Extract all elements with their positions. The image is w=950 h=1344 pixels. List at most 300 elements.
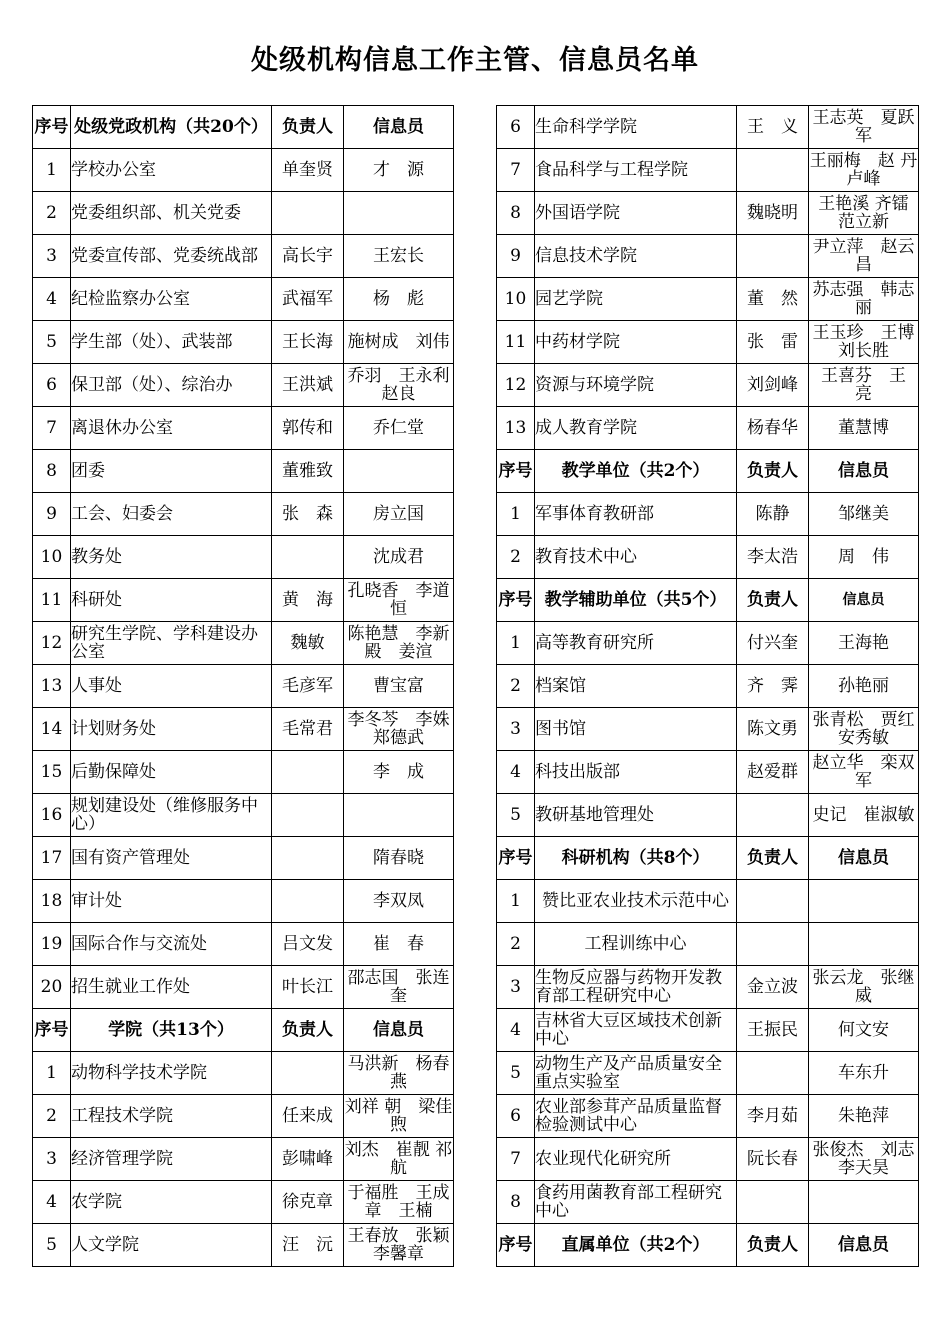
- unit-name-cell: [535, 794, 737, 837]
- unit-name-cell-text: 农学院: [71, 1192, 122, 1212]
- unit-name-cell: [71, 407, 272, 450]
- seq-cell: [33, 579, 71, 622]
- unit-name-cell: [71, 751, 272, 794]
- info-officer-cell: [344, 1181, 454, 1224]
- unit-name-cell-text: 党委组织部、机关党委: [71, 203, 241, 223]
- page-title: 处级机构信息工作主管、信息员名单: [251, 45, 699, 76]
- info-officer-cell: [344, 880, 454, 923]
- info-officer-cell: [809, 493, 919, 536]
- section-header-row: [497, 837, 919, 880]
- head-cell: [272, 1095, 344, 1138]
- head-cell-text: 张 森: [282, 504, 333, 524]
- unit-name-cell-text: 人文学院: [71, 1235, 139, 1255]
- info-officer-cell-text: 王喜芬 王 亮: [821, 366, 923, 404]
- table-row: [497, 923, 919, 966]
- seq-cell: [33, 235, 71, 278]
- head-cell: [737, 794, 809, 837]
- info-column-header-text: 信息员: [373, 1020, 424, 1040]
- seq-cell-text: 11: [40, 590, 63, 610]
- head-cell-text: 李月茹: [747, 1106, 798, 1126]
- seq-cell: [497, 708, 535, 751]
- unit-name-cell-text: 成人教育学院: [535, 418, 637, 438]
- seq-cell: [497, 665, 535, 708]
- table-row: [497, 751, 919, 794]
- head-cell: [737, 321, 809, 364]
- seq-cell: [33, 450, 71, 493]
- unit-name-cell: [535, 1138, 737, 1181]
- info-officer-cell: [809, 923, 919, 966]
- info-officer-cell: [809, 966, 919, 1009]
- unit-name-cell-text: 工程技术学院: [71, 1106, 173, 1126]
- seq-cell-text: 1: [510, 891, 521, 911]
- head-cell-text: 魏晓明: [747, 203, 798, 223]
- unit-name-cell: [71, 1181, 272, 1224]
- info-officer-cell-text: 乔仁堂: [373, 418, 424, 438]
- table-row: [33, 407, 454, 450]
- table-row: [33, 1138, 454, 1181]
- info-officer-cell: [809, 1181, 919, 1224]
- table-row: [33, 493, 454, 536]
- unit-name-cell-text: 中药材学院: [535, 332, 620, 352]
- seq-cell-text: 17: [40, 848, 63, 868]
- info-officer-cell: [809, 665, 919, 708]
- head-cell-text: 郭传和: [282, 418, 333, 438]
- unit-name-cell: [71, 708, 272, 751]
- head-column-header: [737, 837, 809, 880]
- seq-cell-text: 19: [40, 934, 63, 954]
- unit-name-cell-text: 农业现代化研究所: [535, 1149, 671, 1169]
- head-cell-text: 金立波: [747, 977, 798, 997]
- table-row: [497, 1181, 919, 1224]
- seq-cell-text: 序号: [498, 1234, 533, 1255]
- seq-cell-text: 7: [510, 160, 521, 180]
- info-officer-cell: [809, 1009, 919, 1052]
- seq-cell-text: 5: [510, 1063, 521, 1083]
- info-officer-cell: [344, 708, 467, 751]
- info-officer-cell-text: 孙艳丽: [838, 676, 889, 696]
- info-officer-cell-text: 周 伟: [838, 547, 889, 567]
- head-cell: [272, 622, 344, 665]
- seq-cell-text: 13: [40, 676, 63, 696]
- head-cell-text: 陈文勇: [747, 719, 798, 739]
- unit-name-cell-text: 教研基地管理处: [535, 805, 654, 825]
- unit-name-cell: [535, 622, 737, 665]
- seq-cell-text: 1: [46, 160, 57, 180]
- seq-cell: [497, 536, 535, 579]
- table-row: [497, 622, 919, 665]
- unit-name-cell: [71, 278, 272, 321]
- unit-name-cell-text: 学生部（处）、武装部: [71, 332, 233, 352]
- section-title-cell: [71, 1009, 272, 1052]
- section-title-cell: [535, 837, 737, 880]
- info-officer-cell: [809, 278, 919, 321]
- info-officer-cell: [809, 880, 919, 923]
- seq-cell: [33, 1009, 71, 1052]
- info-officer-cell-text: 王艳溪 齐镭 范立新: [818, 194, 926, 232]
- info-officer-cell: [809, 321, 919, 364]
- table-row: [33, 1224, 454, 1267]
- head-cell-text: 任来成: [282, 1106, 333, 1126]
- seq-cell-text: 序号: [34, 116, 69, 137]
- info-column-header: [344, 106, 454, 149]
- unit-name-cell: [535, 1095, 737, 1138]
- info-officer-cell: [809, 192, 926, 235]
- info-officer-cell: [344, 1224, 467, 1267]
- seq-cell: [33, 192, 71, 235]
- seq-cell: [497, 1224, 535, 1267]
- info-column-header: [344, 1009, 454, 1052]
- head-cell: [737, 708, 809, 751]
- seq-cell-text: 2: [510, 676, 521, 696]
- table-row: [33, 192, 454, 235]
- seq-cell: [33, 1138, 71, 1181]
- head-cell-text: 魏敏: [290, 633, 325, 653]
- seq-cell: [497, 493, 535, 536]
- seq-cell: [33, 493, 71, 536]
- seq-cell: [497, 1095, 535, 1138]
- seq-cell-text: 1: [46, 1063, 57, 1083]
- info-column-header: [809, 837, 919, 880]
- unit-name-cell-text: 科研处: [71, 590, 122, 610]
- unit-name-cell-text: 园艺学院: [535, 289, 603, 309]
- unit-name-cell-text: 食品科学与工程学院: [535, 160, 688, 180]
- unit-name-cell: [71, 1138, 272, 1181]
- seq-cell: [33, 622, 71, 665]
- head-cell: [272, 1052, 344, 1095]
- info-officer-cell-text: 施树成 刘伟: [347, 332, 450, 352]
- seq-cell-text: 4: [46, 1192, 57, 1212]
- seq-cell-text: 9: [46, 504, 57, 524]
- head-column-header-text: 负责人: [282, 117, 333, 137]
- seq-cell-text: 2: [46, 203, 57, 223]
- info-officer-cell-text: 董慧博: [838, 418, 889, 438]
- unit-name-cell-text: 国际合作与交流处: [71, 934, 207, 954]
- unit-name-cell-text: 学校办公室: [71, 160, 156, 180]
- seq-cell-text: 3: [510, 719, 521, 739]
- info-officer-cell-text: 崔 春: [373, 934, 424, 954]
- head-cell-text: 李太浩: [747, 547, 798, 567]
- seq-cell-text: 序号: [498, 589, 533, 610]
- section-title-cell-text: 教学辅助单位（共5个）: [544, 590, 727, 610]
- info-officer-cell-text: 张云龙 张继威: [812, 968, 915, 1006]
- unit-name-cell-text: 档案馆: [535, 676, 586, 696]
- section-header-row: [497, 579, 919, 622]
- head-cell: [272, 364, 344, 407]
- info-officer-cell: [344, 1138, 454, 1181]
- seq-cell: [33, 1095, 71, 1138]
- info-officer-cell-text: 刘杰 崔靓 祁航: [344, 1140, 453, 1178]
- head-column-header-text: 负责人: [747, 848, 798, 868]
- head-cell: [737, 106, 809, 149]
- head-cell: [272, 837, 344, 880]
- seq-cell-text: 1: [510, 504, 521, 524]
- unit-name-cell-text: 动物科学技术学院: [71, 1063, 207, 1083]
- info-officer-cell-text: 尹立萍 赵云昌: [812, 237, 915, 275]
- head-cell: [737, 1138, 809, 1181]
- unit-name-cell-text: 农业部参茸产品质量监督检验测试中心: [535, 1097, 722, 1135]
- unit-name-cell: [535, 665, 737, 708]
- head-cell-text: 高长宇: [282, 246, 333, 266]
- head-cell-text: 毛常君: [282, 719, 333, 739]
- section-header-row: [33, 1009, 454, 1052]
- info-officer-cell-text: 何文安: [838, 1020, 889, 1040]
- info-officer-cell-text: 王宏长: [373, 246, 424, 266]
- info-officer-cell-text: 李 成: [373, 762, 424, 782]
- info-officer-cell-text: 朱艳萍: [838, 1106, 889, 1126]
- head-cell: [737, 235, 809, 278]
- seq-cell: [497, 1009, 535, 1052]
- section-title-cell: [535, 579, 737, 622]
- unit-name-cell-text: 吉林省大豆区域技术创新中心: [535, 1011, 722, 1049]
- unit-name-cell-text: 信息技术学院: [535, 246, 637, 266]
- head-cell: [737, 622, 809, 665]
- head-cell-text: 王洪斌: [282, 375, 333, 395]
- seq-cell: [33, 1224, 71, 1267]
- info-officer-cell-text: 张俊杰 刘志 李天昊: [812, 1140, 932, 1178]
- info-officer-cell: [344, 450, 454, 493]
- section-header-row: [497, 450, 919, 493]
- unit-name-cell-text: 资源与环境学院: [535, 375, 654, 395]
- table-row: [33, 665, 454, 708]
- head-cell: [272, 794, 344, 837]
- info-officer-cell-text: 刘祥 朝 梁佳 煦: [344, 1097, 453, 1135]
- head-cell: [272, 923, 344, 966]
- info-officer-cell-text: 王春放 张颖 李馨章: [347, 1226, 467, 1264]
- table-row: [497, 536, 919, 579]
- info-officer-cell: [344, 837, 454, 880]
- info-officer-cell: [344, 923, 454, 966]
- info-officer-cell: [344, 149, 454, 192]
- unit-name-cell-text: 科技出版部: [535, 762, 620, 782]
- table-row: [497, 192, 919, 235]
- info-officer-cell: [809, 106, 919, 149]
- table-row: [497, 880, 919, 923]
- section-title-cell-text: 教学单位（共2个）: [561, 461, 710, 481]
- head-cell: [737, 278, 809, 321]
- unit-name-cell: [71, 235, 272, 278]
- head-cell: [737, 1052, 809, 1095]
- table-row: [33, 278, 454, 321]
- info-officer-cell: [344, 536, 454, 579]
- seq-cell: [33, 364, 71, 407]
- head-column-header: [737, 450, 809, 493]
- table-row: [33, 837, 454, 880]
- seq-cell-text: 20: [40, 977, 63, 997]
- table-row: [33, 622, 454, 665]
- seq-cell-text: 3: [46, 1149, 57, 1169]
- unit-name-cell: [71, 622, 272, 665]
- info-officer-cell: [809, 708, 932, 751]
- unit-name-cell: [71, 321, 272, 364]
- head-column-header-text: 负责人: [747, 1235, 798, 1255]
- seq-cell-text: 16: [40, 805, 63, 825]
- head-cell: [272, 665, 344, 708]
- section-title-cell-text: 科研机构（共8个）: [561, 848, 710, 868]
- seq-cell-text: 序号: [498, 460, 533, 481]
- info-officer-cell-text: 李冬芩 李姝 郑德武: [347, 710, 467, 748]
- section-title-cell-text: 学院（共13个）: [108, 1020, 234, 1040]
- unit-name-cell-text: 纪检监察办公室: [71, 289, 190, 309]
- info-officer-cell-text: 陈艳慧 李新殿 姜渲: [347, 624, 450, 662]
- info-officer-cell-text: 王丽梅 赵 丹 卢峰: [809, 151, 935, 189]
- seq-cell-text: 6: [510, 1106, 521, 1126]
- head-cell-text: 武福军: [282, 289, 333, 309]
- info-officer-cell: [809, 1052, 919, 1095]
- info-officer-cell-text: 李双凤: [373, 891, 424, 911]
- table-row: [33, 880, 454, 923]
- seq-cell-text: 2: [510, 934, 521, 954]
- unit-name-cell-text: 工会、妇委会: [71, 504, 173, 524]
- table-row: [33, 579, 454, 622]
- seq-cell-text: 5: [46, 1235, 57, 1255]
- unit-name-cell: [71, 837, 272, 880]
- unit-name-cell-text: 教务处: [71, 547, 122, 567]
- info-officer-cell: [344, 751, 454, 794]
- info-officer-cell-text: 孔晓香 李道恒: [347, 581, 450, 619]
- info-officer-cell-text: 车东升: [838, 1063, 889, 1083]
- table-row: [33, 321, 454, 364]
- seq-cell-text: 8: [46, 461, 57, 481]
- table-row: [497, 493, 919, 536]
- head-column-header: [272, 1009, 344, 1052]
- head-cell: [737, 149, 809, 192]
- unit-name-cell: [71, 1224, 272, 1267]
- seq-cell: [33, 665, 71, 708]
- seq-cell: [497, 751, 535, 794]
- table-row: [497, 794, 919, 837]
- head-cell: [737, 880, 809, 923]
- unit-name-cell-text: 团委: [71, 461, 105, 481]
- seq-cell: [497, 407, 535, 450]
- head-column-header: [272, 106, 344, 149]
- info-officer-cell: [344, 192, 454, 235]
- seq-cell: [33, 923, 71, 966]
- unit-name-cell-text: 教育技术中心: [535, 547, 637, 567]
- unit-name-cell-text: 离退休办公室: [71, 418, 173, 438]
- seq-cell-text: 5: [510, 805, 521, 825]
- seq-cell-text: 3: [510, 977, 521, 997]
- table-row: [497, 235, 919, 278]
- head-cell-text: 张 雷: [747, 332, 798, 352]
- seq-cell: [497, 450, 535, 493]
- head-cell: [272, 278, 344, 321]
- table-row: [33, 794, 454, 837]
- info-column-header: [809, 1224, 919, 1267]
- head-cell: [737, 493, 809, 536]
- table-row: [497, 149, 919, 192]
- info-officer-cell-text: 张青松 贾红 安秀敏: [812, 710, 932, 748]
- info-officer-cell: [809, 1095, 919, 1138]
- info-officer-cell: [344, 321, 454, 364]
- section-title-cell: [71, 106, 272, 149]
- unit-name-cell: [535, 708, 737, 751]
- seq-cell: [497, 579, 535, 622]
- head-cell: [737, 536, 809, 579]
- unit-name-cell: [71, 966, 272, 1009]
- info-officer-cell: [809, 1138, 932, 1181]
- info-officer-cell-text: 王海艳: [838, 633, 889, 653]
- info-officer-cell: [344, 493, 454, 536]
- seq-cell-text: 3: [46, 246, 57, 266]
- table-row: [497, 278, 919, 321]
- unit-name-cell: [535, 880, 737, 923]
- seq-cell: [497, 1138, 535, 1181]
- info-column-header-text: 信息员: [373, 117, 424, 137]
- info-officer-cell-text: 沈成君: [373, 547, 424, 567]
- info-officer-cell: [809, 407, 919, 450]
- info-officer-cell-text: 杨 彪: [373, 289, 424, 309]
- seq-cell-text: 8: [510, 1192, 521, 1212]
- seq-cell: [497, 1052, 535, 1095]
- unit-name-cell: [535, 321, 737, 364]
- head-cell-text: 赵爱群: [747, 762, 798, 782]
- info-officer-cell: [344, 278, 454, 321]
- info-officer-cell: [344, 1095, 454, 1138]
- info-officer-cell-text: 苏志强 韩志丽: [812, 280, 915, 318]
- info-officer-cell-text: 王玉珍 王博 刘长胜: [812, 323, 915, 361]
- seq-cell-text: 5: [46, 332, 57, 352]
- unit-name-cell-text: 高等教育研究所: [535, 633, 654, 653]
- unit-name-cell: [71, 1095, 272, 1138]
- section-title-cell: [535, 1224, 737, 1267]
- table-row: [33, 364, 454, 407]
- info-officer-cell-text: 乔羽 王永利 赵良: [347, 366, 467, 404]
- table-row: [497, 708, 919, 751]
- left-roster-table: [32, 105, 467, 1267]
- head-cell-text: 彭啸峰: [282, 1149, 333, 1169]
- unit-name-cell-text: 食药用菌教育部工程研究中心: [535, 1183, 722, 1221]
- head-cell-text: 董雅致: [282, 461, 333, 481]
- unit-name-cell-text: 计划财务处: [71, 719, 156, 739]
- head-cell: [272, 1224, 344, 1267]
- unit-name-cell-text: 外国语学院: [535, 203, 620, 223]
- head-cell-text: 陈静: [755, 504, 790, 524]
- table-row: [497, 407, 919, 450]
- seq-cell-text: 18: [40, 891, 63, 911]
- info-officer-cell-text: 曹宝富: [373, 676, 424, 696]
- head-cell: [272, 321, 344, 364]
- head-cell-text: 汪 沅: [282, 1235, 333, 1255]
- head-cell-text: 刘剑峰: [747, 375, 798, 395]
- seq-cell: [497, 794, 535, 837]
- info-column-header-text: 信息员: [838, 461, 889, 481]
- unit-name-cell: [535, 192, 737, 235]
- seq-cell: [33, 149, 71, 192]
- seq-cell: [33, 536, 71, 579]
- head-cell-text: 董 然: [747, 289, 798, 309]
- unit-name-cell-text: 生物反应器与药物开发教育部工程研究中心: [535, 968, 722, 1006]
- head-column-header-text: 负责人: [747, 461, 798, 481]
- info-officer-cell: [809, 149, 935, 192]
- seq-cell-text: 2: [46, 1106, 57, 1126]
- seq-cell-text: 4: [510, 1020, 521, 1040]
- head-column-header: [737, 1224, 809, 1267]
- unit-name-cell: [71, 665, 272, 708]
- info-officer-cell: [344, 235, 454, 278]
- head-cell: [737, 751, 809, 794]
- info-officer-cell: [809, 364, 923, 407]
- info-officer-cell: [809, 622, 919, 665]
- info-officer-cell: [344, 665, 454, 708]
- head-cell-text: 吕文发: [282, 934, 333, 954]
- seq-cell: [33, 966, 71, 1009]
- info-column-header-text: 信息员: [838, 848, 889, 868]
- table-row: [33, 235, 454, 278]
- unit-name-cell: [71, 149, 272, 192]
- info-officer-cell: [344, 407, 454, 450]
- table-row: [497, 1138, 919, 1181]
- unit-name-cell: [71, 880, 272, 923]
